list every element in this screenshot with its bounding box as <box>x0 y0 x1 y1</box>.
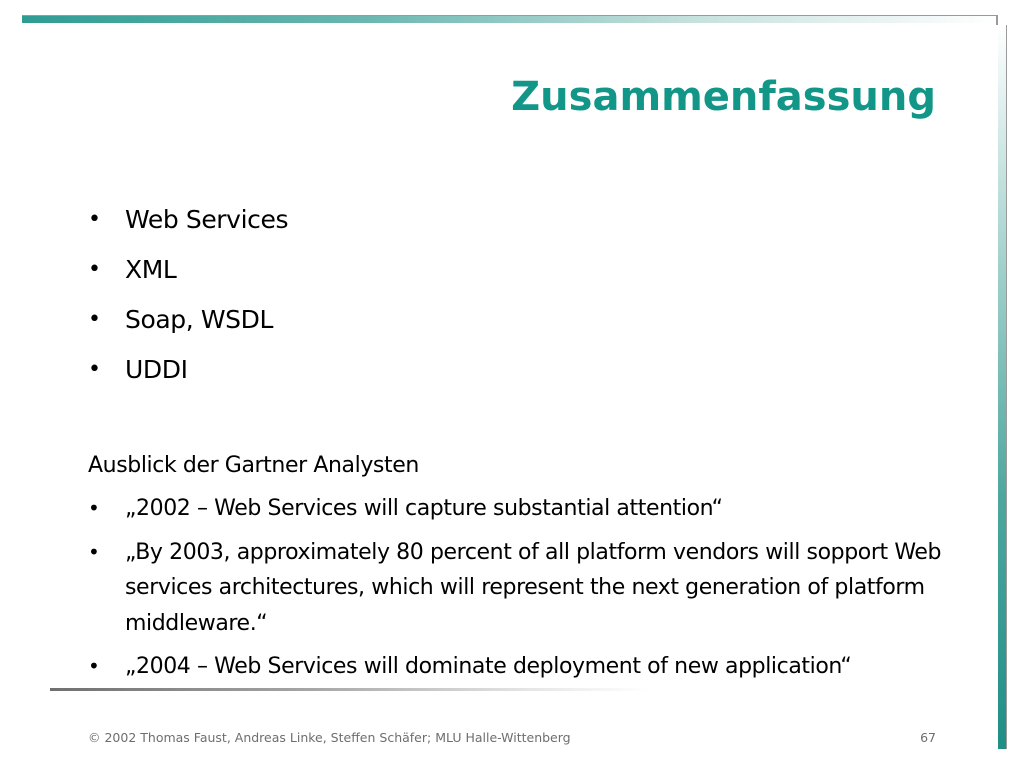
topic-item <box>88 250 288 300</box>
topic-item <box>88 300 288 350</box>
topic-text: XML <box>125 255 177 284</box>
bullet-icon: • <box>88 307 101 332</box>
topic-text: UDDI <box>125 355 188 384</box>
quote-text: „2002 – Web Services will capture substantial attention“ <box>125 496 723 521</box>
bullet-icon: • <box>88 357 101 382</box>
bullet-icon: • <box>88 257 101 282</box>
topic-list <box>88 200 288 400</box>
bullet-icon: • <box>88 539 100 564</box>
topic-text: Soap, WSDL <box>125 305 274 334</box>
page-number: 67 <box>920 730 936 745</box>
right-accent-bar <box>998 25 1006 749</box>
topic-item <box>88 200 288 250</box>
quote-text: „By 2003, approximately 80 percent of all platform vendors will sopport Web services architectures, which will represent the next generation of platform middleware.“ <box>125 539 942 636</box>
top-accent-bar <box>22 15 998 23</box>
right-frame-line <box>1006 25 1007 749</box>
quote-item <box>88 649 958 685</box>
quote-text: „2004 – Web Services will dominate deployment of new application“ <box>125 654 852 679</box>
quote-item <box>88 535 958 642</box>
top-frame-corner <box>996 15 998 25</box>
quote-list <box>88 491 958 693</box>
top-frame-line <box>22 15 998 16</box>
footer-copyright: © 2002 Thomas Faust, Andreas Linke, Steffen Schäfer; MLU Halle-Wittenberg <box>88 730 571 745</box>
topic-text: Web Services <box>125 205 289 234</box>
quote-item <box>88 491 958 527</box>
slide-title: Zusammenfassung <box>511 74 936 120</box>
outlook-heading: Ausblick der Gartner Analysten <box>88 453 419 478</box>
topic-item <box>88 350 288 400</box>
bullet-icon: • <box>88 207 101 232</box>
bullet-icon: • <box>88 654 100 678</box>
bullet-icon: • <box>88 496 100 520</box>
